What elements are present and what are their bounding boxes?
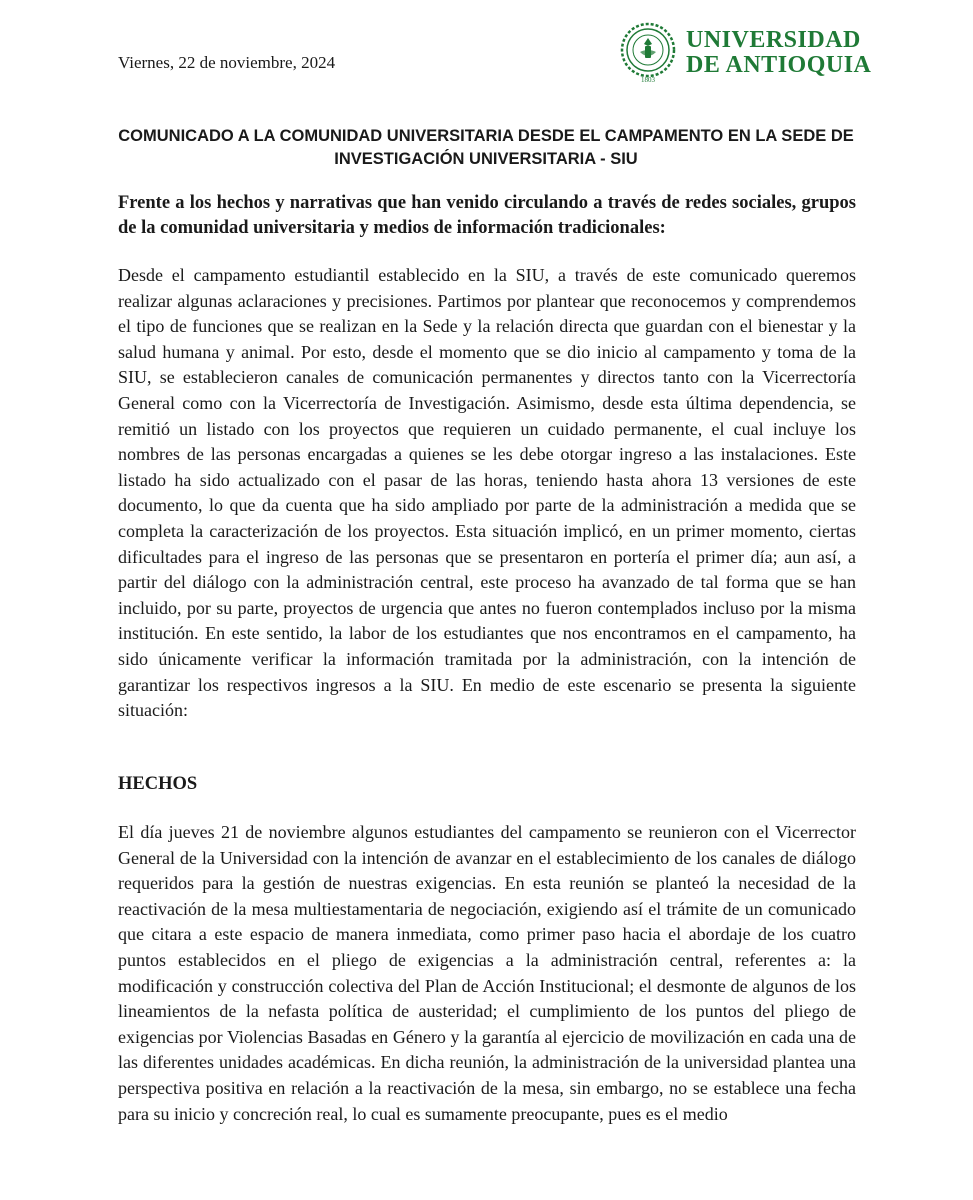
section-heading-hechos: HECHOS [118, 774, 198, 794]
logo-line-1: UNIVERSIDAD [686, 27, 861, 53]
university-logo [618, 22, 871, 84]
paragraph-campamento: Desde el campamento estudiantil establecido en la SIU, a través de este comunicado queremos realizar algunas aclaraciones y precisiones. Partimos por plantear que reconocemos y comprendemos el tipo de funciones que se realizan en la Sede y la relación directa que guardan con el bienestar y la salud humana y animal. Por esto, desde el momento que se dio inicio al campamento y toma de la SIU, se establecieron canales de comunicación permanentes y directos tanto con la Vicerrectoría General como con la Vicerrectoría de Investigación. Asimismo, desde esta última dependencia, se remitió un listado con los proyectos que requieren un cuidado permanente, el cual incluye los nombres de las personas encargadas a quienes se les debe otorgar ingreso a las instalaciones. Este listado ha sido actualizado con el pasar de las horas, teniendo hasta ahora 13 versiones de este documento, lo que da cuenta que ha sido ampliado por parte de la administración a medida que se completa la caracterización de los proyectos. Esta situación implicó, en un primer momento, ciertas dificultades para el ingreso de las personas que se presentaron en portería el primer día; aun así, a partir del diálogo con la administración central, este proceso ha avanzado de tal forma que se han incluido, por su parte, proyectos de urgencia que antes no fueron contemplados incluso por la misma institución. En este sentido, la labor de los estudiantes que nos encontramos en el campamento, ha sido únicamente verificar la información tramitada por la administración, con la intención de garantizar los respectivos ingresos a la SIU. En medio de este escenario se presenta la siguiente situación: [118, 265, 856, 721]
document-title: COMUNICADO A LA COMUNIDAD UNIVERSITARIA DESDE EL CAMPAMENTO EN LA SEDE DE INVESTIGACIÓN UNIVERSITARIA - SIU [118, 127, 854, 168]
intro-statement: Frente a los hechos y narrativas que han venido circulando a través de redes sociales, grupos de la comunidad universitaria y medios de información tradicionales: [118, 193, 856, 238]
document-date: Viernes, 22 de noviembre, 2024 [118, 53, 336, 72]
university-seal-icon [618, 22, 678, 84]
svg-text:1803: 1803 [641, 76, 655, 84]
logo-line-2: DE ANTIOQUIA [686, 52, 872, 78]
paragraph-hechos: El día jueves 21 de noviembre algunos estudiantes del campamento se reunieron con el Vicerrector General de la Universidad con la intención de avanzar en el establecimiento de los canales de diálogo requeridos para la gestión de nuestras exigencias. En esta reunión se planteó la necesidad de la reactivación de la mesa multiestamentaria de negociación, exigiendo así el trámite de un comunicado que citara a este espacio de manera inmediata, como primer paso hacia el abordaje de los cuatro puntos establecidos en el pliego de exigencias a la administración central, referentes a: la modificación y construcción colectiva del Plan de Acción Institucional; el desmonte de algunos de los lineamientos de la nefasta política de austeridad; el cumplimiento de los puntos del pliego de exigencias por Violencias Basadas en Género y la garantía al ejercicio de movilización en cada una de las diferentes unidades académicas. En dicha reunión, la administración de la universidad plantea una perspectiva positiva en relación a la reactivación de la mesa, sin embargo, no se establece una fecha para su inicio y concreción real, lo cual es sumamente preocupante, pues es el medio [118, 822, 856, 1124]
